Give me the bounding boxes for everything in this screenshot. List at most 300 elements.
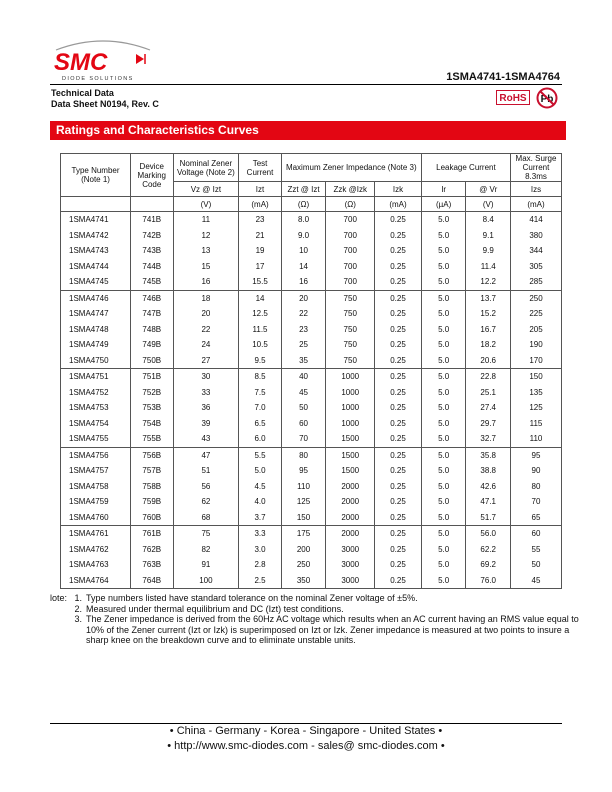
logo-subtext: DIODE SOLUTIONS xyxy=(62,76,134,82)
table-cell: 47.1 xyxy=(466,494,511,510)
table-cell: 5.0 xyxy=(239,463,281,479)
table-cell: 700 xyxy=(326,228,375,244)
table-cell: 65 xyxy=(511,510,562,526)
table-cell: 11.4 xyxy=(466,259,511,275)
header-leakage-current: Leakage Current xyxy=(421,154,510,182)
table-cell: 12 xyxy=(173,228,239,244)
table-cell: 200 xyxy=(281,542,326,558)
table-cell: 100 xyxy=(173,573,239,589)
table-row xyxy=(61,431,562,447)
table-cell: 0.25 xyxy=(375,526,422,542)
table-cell: 700 xyxy=(326,259,375,275)
subheader-cell: Ir xyxy=(421,182,466,197)
unit-cell: (mA) xyxy=(511,197,562,212)
table-cell: 1SMA4764 xyxy=(61,573,131,589)
table-cell: 758B xyxy=(131,479,173,495)
table-cell: 42.6 xyxy=(466,479,511,495)
header-zener-voltage: Nominal Zener Voltage (Note 2) xyxy=(173,154,239,182)
table-cell: 1SMA4756 xyxy=(61,447,131,463)
table-cell: 70 xyxy=(511,494,562,510)
table-cell: 20.6 xyxy=(466,353,511,369)
note-text: Measured under thermal equilibrium and DC (Izt) test conditions. xyxy=(86,603,344,614)
table-cell: 763B xyxy=(131,557,173,573)
table-row xyxy=(61,243,562,259)
pb-free-icon xyxy=(536,87,558,109)
table-cell: 80 xyxy=(281,447,326,463)
table-row xyxy=(61,322,562,338)
table-cell: 27.4 xyxy=(466,400,511,416)
table-cell: 91 xyxy=(173,557,239,573)
table-cell: 1500 xyxy=(326,447,375,463)
table-cell: 250 xyxy=(511,290,562,306)
table-cell: 50 xyxy=(511,557,562,573)
table-cell: 10 xyxy=(281,243,326,259)
table-cell: 40 xyxy=(281,369,326,385)
table-cell: 0.25 xyxy=(375,510,422,526)
table-row xyxy=(61,212,562,228)
table-cell: 250 xyxy=(281,557,326,573)
table-cell: 3000 xyxy=(326,573,375,589)
table-cell: 22 xyxy=(281,306,326,322)
table-row xyxy=(61,353,562,369)
table-cell: 1SMA4754 xyxy=(61,416,131,432)
table-cell: 764B xyxy=(131,573,173,589)
table-cell: 8.4 xyxy=(466,212,511,228)
table-cell: 0.25 xyxy=(375,353,422,369)
notes-label: lote: xyxy=(50,593,68,603)
table-row xyxy=(61,510,562,526)
table-cell: 748B xyxy=(131,322,173,338)
table-cell: 170 xyxy=(511,353,562,369)
table-cell: 13.7 xyxy=(466,290,511,306)
table-cell: 18 xyxy=(173,290,239,306)
table-cell: 4.5 xyxy=(239,479,281,495)
subheader-cell: Izs xyxy=(511,182,562,197)
table-cell: 380 xyxy=(511,228,562,244)
table-cell: 39 xyxy=(173,416,239,432)
table-cell: 5.0 xyxy=(421,416,466,432)
table-cell: 0.25 xyxy=(375,573,422,589)
table-cell: 45 xyxy=(281,385,326,401)
table-cell: 1SMA4749 xyxy=(61,337,131,353)
table-cell: 7.5 xyxy=(239,385,281,401)
subheader-cell: Vz @ Izt xyxy=(173,182,239,197)
table-cell: 753B xyxy=(131,400,173,416)
table-cell: 16.7 xyxy=(466,322,511,338)
table-cell: 755B xyxy=(131,431,173,447)
table-row xyxy=(61,290,562,306)
table-cell: 2000 xyxy=(326,526,375,542)
table-cell: 38.8 xyxy=(466,463,511,479)
table-cell: 2000 xyxy=(326,494,375,510)
table-cell: 746B xyxy=(131,290,173,306)
table-cell: 1SMA4748 xyxy=(61,322,131,338)
table-cell: 115 xyxy=(511,416,562,432)
table-cell: 75 xyxy=(173,526,239,542)
document-info xyxy=(51,88,159,110)
note-row xyxy=(50,604,590,615)
table-cell: 1000 xyxy=(326,400,375,416)
table-cell: 0.25 xyxy=(375,337,422,353)
table-cell: 23 xyxy=(239,212,281,228)
table-cell: 14 xyxy=(281,259,326,275)
table-cell: 80 xyxy=(511,479,562,495)
table-cell: 1SMA4761 xyxy=(61,526,131,542)
table-cell: 0.25 xyxy=(375,385,422,401)
table-cell: 751B xyxy=(131,369,173,385)
note-number: 2. xyxy=(74,603,82,614)
unit-cell: (mA) xyxy=(375,197,422,212)
table-cell: 5.0 xyxy=(421,243,466,259)
smc-logo xyxy=(48,34,158,82)
table-cell: 2000 xyxy=(326,510,375,526)
table-cell: 5.0 xyxy=(421,542,466,558)
table-cell: 5.0 xyxy=(421,526,466,542)
table-cell: 0.25 xyxy=(375,463,422,479)
table-cell: 76.0 xyxy=(466,573,511,589)
subheader-cell: Zzk @Izk xyxy=(326,182,375,197)
diode-icon xyxy=(136,54,145,64)
table-cell: 14 xyxy=(239,290,281,306)
table-cell: 0.25 xyxy=(375,274,422,290)
header-type-number: Type Number (Note 1) xyxy=(61,154,131,197)
table-cell: 25 xyxy=(281,337,326,353)
table-cell: 16 xyxy=(281,274,326,290)
table-cell: 9.5 xyxy=(239,353,281,369)
table-row xyxy=(61,228,562,244)
table-cell: 29.7 xyxy=(466,416,511,432)
table-cell: 1SMA4745 xyxy=(61,274,131,290)
table-cell: 90 xyxy=(511,463,562,479)
table-cell: 344 xyxy=(511,243,562,259)
footer-locations: • China - Germany - Korea - Singapore - United States • xyxy=(169,725,443,737)
table-cell: 0.25 xyxy=(375,431,422,447)
logo-text: SMC xyxy=(54,49,108,76)
table-cell: 21 xyxy=(239,228,281,244)
unit-cell: (µA) xyxy=(421,197,466,212)
table-cell: 700 xyxy=(326,212,375,228)
table-cell: 0.25 xyxy=(375,290,422,306)
table-cell: 5.0 xyxy=(421,573,466,589)
note-number: 1. xyxy=(74,593,82,603)
table-cell: 750B xyxy=(131,353,173,369)
table-cell: 11.5 xyxy=(239,322,281,338)
table-cell: 56.0 xyxy=(466,526,511,542)
subheader-cell: @ Vr xyxy=(466,182,511,197)
table-cell: 19 xyxy=(239,243,281,259)
table-body xyxy=(61,212,562,589)
table-cell: 125 xyxy=(281,494,326,510)
table-cell: 1SMA4755 xyxy=(61,431,131,447)
table-cell: 0.25 xyxy=(375,447,422,463)
table-cell: 1000 xyxy=(326,416,375,432)
table-row xyxy=(61,479,562,495)
table-cell: 9.0 xyxy=(281,228,326,244)
table-row xyxy=(61,557,562,573)
table-cell: 742B xyxy=(131,228,173,244)
table-row xyxy=(61,447,562,463)
table-cell: 5.0 xyxy=(421,557,466,573)
table-cell: 5.0 xyxy=(421,322,466,338)
table-cell: 744B xyxy=(131,259,173,275)
table-cell: 56 xyxy=(173,479,239,495)
table-cell: 1SMA4763 xyxy=(61,557,131,573)
table-cell: 51 xyxy=(173,463,239,479)
table-cell: 5.0 xyxy=(421,369,466,385)
table-cell: 2.5 xyxy=(239,573,281,589)
note-number: 3. xyxy=(74,614,82,624)
table-cell: 18.2 xyxy=(466,337,511,353)
section-banner: Ratings and Characteristics Curves xyxy=(50,121,566,140)
rohs-badge: RoHS xyxy=(496,90,530,105)
table-cell: 8.5 xyxy=(239,369,281,385)
table-cell: 62 xyxy=(173,494,239,510)
table-cell: 1SMA4758 xyxy=(61,479,131,495)
table-cell: 0.25 xyxy=(375,494,422,510)
table-cell: 5.0 xyxy=(421,259,466,275)
subheader-cell: Izt xyxy=(239,182,281,197)
ratings-table xyxy=(60,153,562,589)
table-cell: 22.8 xyxy=(466,369,511,385)
table-row xyxy=(61,494,562,510)
unit-cell: (V) xyxy=(173,197,239,212)
table-cell: 5.0 xyxy=(421,212,466,228)
table-cell: 747B xyxy=(131,306,173,322)
table-cell: 5.0 xyxy=(421,228,466,244)
table-row xyxy=(61,542,562,558)
table-cell: 23 xyxy=(281,322,326,338)
table-cell: 175 xyxy=(281,526,326,542)
table-row xyxy=(61,400,562,416)
table-cell: 5.0 xyxy=(421,274,466,290)
table-cell: 3.3 xyxy=(239,526,281,542)
table-cell: 2.8 xyxy=(239,557,281,573)
table-cell: 5.0 xyxy=(421,337,466,353)
table-cell: 0.25 xyxy=(375,228,422,244)
table-cell: 0.25 xyxy=(375,243,422,259)
table-cell: 754B xyxy=(131,416,173,432)
table-row xyxy=(61,573,562,589)
subheader-cell: Izk xyxy=(375,182,422,197)
datasheet-label: Data Sheet N0194, Rev. C xyxy=(51,99,159,109)
table-cell: 17 xyxy=(239,259,281,275)
table-row xyxy=(61,337,562,353)
table-cell: 60 xyxy=(281,416,326,432)
table-cell: 5.0 xyxy=(421,479,466,495)
table-cell: 33 xyxy=(173,385,239,401)
table-cell: 95 xyxy=(281,463,326,479)
table-cell: 0.25 xyxy=(375,212,422,228)
table-cell: 750 xyxy=(326,353,375,369)
table-row xyxy=(61,385,562,401)
table-cell: 110 xyxy=(281,479,326,495)
table-cell: 5.0 xyxy=(421,385,466,401)
table-cell: 0.25 xyxy=(375,306,422,322)
table-cell: 741B xyxy=(131,212,173,228)
table-row xyxy=(61,416,562,432)
subheader-cell: Zzt @ Izt xyxy=(281,182,326,197)
table-cell: 32.7 xyxy=(466,431,511,447)
table-row xyxy=(61,463,562,479)
table-cell: 756B xyxy=(131,447,173,463)
table-cell: 15.5 xyxy=(239,274,281,290)
table-cell: 35 xyxy=(281,353,326,369)
table-cell: 749B xyxy=(131,337,173,353)
table-row xyxy=(61,274,562,290)
table-cell: 1500 xyxy=(326,463,375,479)
table-cell: 1SMA4752 xyxy=(61,385,131,401)
footer-divider xyxy=(50,723,562,724)
table-cell: 5.0 xyxy=(421,510,466,526)
table-cell: 6.5 xyxy=(239,416,281,432)
table-cell: 82 xyxy=(173,542,239,558)
table-cell: 3000 xyxy=(326,542,375,558)
table-cell: 1SMA4753 xyxy=(61,400,131,416)
unit-cell: (Ω) xyxy=(281,197,326,212)
unit-cell: (V) xyxy=(466,197,511,212)
table-cell: 0.25 xyxy=(375,479,422,495)
table-cell: 414 xyxy=(511,212,562,228)
table-cell: 70 xyxy=(281,431,326,447)
table-cell: 285 xyxy=(511,274,562,290)
table-cell: 3000 xyxy=(326,557,375,573)
note-row xyxy=(50,593,590,604)
table-cell: 759B xyxy=(131,494,173,510)
table-cell: 6.0 xyxy=(239,431,281,447)
note-row xyxy=(50,614,590,646)
note-text: Type numbers listed have standard tolerance on the nominal Zener voltage of ±5%. xyxy=(86,593,418,603)
table-cell: 62.2 xyxy=(466,542,511,558)
table-cell: 36 xyxy=(173,400,239,416)
table-cell: 27 xyxy=(173,353,239,369)
table-cell: 3.7 xyxy=(239,510,281,526)
table-cell: 0.25 xyxy=(375,542,422,558)
table-cell: 750 xyxy=(326,306,375,322)
table-cell: 51.7 xyxy=(466,510,511,526)
table-cell: 1SMA4742 xyxy=(61,228,131,244)
table-cell: 8.0 xyxy=(281,212,326,228)
table-cell: 24 xyxy=(173,337,239,353)
table-cell: 350 xyxy=(281,573,326,589)
table-cell: 12.5 xyxy=(239,306,281,322)
table-cell: 47 xyxy=(173,447,239,463)
table-cell: 5.0 xyxy=(421,463,466,479)
tech-data-label: Technical Data xyxy=(51,88,114,98)
table-cell: 1SMA4759 xyxy=(61,494,131,510)
table-cell: 1SMA4743 xyxy=(61,243,131,259)
table-cell: 9.9 xyxy=(466,243,511,259)
table-cell: 752B xyxy=(131,385,173,401)
note-text: The Zener impedance is derived from the 60Hz AC voltage which results when an AC current having an RMS value equal to 10% of the Zener current (Izt or Izk) is superimposed on Izt or Izk. Zener impedance is measured at two points to insure a sharp knee on the breakdown curve and to eliminate unstable units. xyxy=(86,614,579,645)
table-cell: 225 xyxy=(511,306,562,322)
table-cell: 45 xyxy=(511,573,562,589)
table-cell: 0.25 xyxy=(375,400,422,416)
table-cell: 9.1 xyxy=(466,228,511,244)
part-range: 1SMA4741-1SMA4764 xyxy=(446,71,560,83)
table-cell: 762B xyxy=(131,542,173,558)
table-cell: 1SMA4762 xyxy=(61,542,131,558)
unit-cell: (mA) xyxy=(239,197,281,212)
unit-cell: (Ω) xyxy=(326,197,375,212)
header-test-current: Test Current xyxy=(239,154,281,182)
table-cell: 1SMA4757 xyxy=(61,463,131,479)
table-cell: 1SMA4746 xyxy=(61,290,131,306)
table-cell: 1500 xyxy=(326,431,375,447)
table-cell: 5.0 xyxy=(421,353,466,369)
header-zener-impedance: Maximum Zener Impedance (Note 3) xyxy=(281,154,421,182)
table-cell: 55 xyxy=(511,542,562,558)
table-cell: 0.25 xyxy=(375,369,422,385)
table-cell: 1SMA4741 xyxy=(61,212,131,228)
table-cell: 150 xyxy=(281,510,326,526)
table-cell: 7.0 xyxy=(239,400,281,416)
table-cell: 110 xyxy=(511,431,562,447)
table-cell: 22 xyxy=(173,322,239,338)
table-cell: 1000 xyxy=(326,369,375,385)
table-cell: 20 xyxy=(173,306,239,322)
table-cell: 30 xyxy=(173,369,239,385)
table-cell: 5.0 xyxy=(421,400,466,416)
table-cell: 2000 xyxy=(326,479,375,495)
table-cell: 700 xyxy=(326,243,375,259)
table-cell: 135 xyxy=(511,385,562,401)
table-cell: 150 xyxy=(511,369,562,385)
table-cell: 1SMA4744 xyxy=(61,259,131,275)
notes-section xyxy=(50,593,590,646)
table-cell: 20 xyxy=(281,290,326,306)
table-cell: 5.0 xyxy=(421,494,466,510)
table-cell: 50 xyxy=(281,400,326,416)
table-cell: 3.0 xyxy=(239,542,281,558)
table-row xyxy=(61,526,562,542)
table-cell: 1000 xyxy=(326,385,375,401)
footer-contact: • http://www.smc-diodes.com - sales@ smc-diodes.com • xyxy=(167,740,445,752)
table-cell: 25.1 xyxy=(466,385,511,401)
header-marking-code: Device Marking Code xyxy=(131,154,173,197)
table-cell: 125 xyxy=(511,400,562,416)
table-cell: 1SMA4751 xyxy=(61,369,131,385)
table-cell: 43 xyxy=(173,431,239,447)
header-divider xyxy=(50,84,562,85)
table-cell: 745B xyxy=(131,274,173,290)
table-cell: 5.0 xyxy=(421,431,466,447)
table-cell: 750 xyxy=(326,290,375,306)
table-cell: 5.5 xyxy=(239,447,281,463)
table-cell: 1SMA4760 xyxy=(61,510,131,526)
table-cell: 761B xyxy=(131,526,173,542)
table-cell: 15 xyxy=(173,259,239,275)
table-cell: 0.25 xyxy=(375,416,422,432)
pb-label: Pb xyxy=(540,94,554,105)
table-cell: 0.25 xyxy=(375,259,422,275)
table-cell: 205 xyxy=(511,322,562,338)
table-cell: 757B xyxy=(131,463,173,479)
table-cell: 190 xyxy=(511,337,562,353)
table-cell: 69.2 xyxy=(466,557,511,573)
table-cell: 750 xyxy=(326,322,375,338)
table-cell: 10.5 xyxy=(239,337,281,353)
table-cell: 11 xyxy=(173,212,239,228)
units-empty-cell xyxy=(61,197,131,212)
table-cell: 700 xyxy=(326,274,375,290)
table-cell: 5.0 xyxy=(421,306,466,322)
table-cell: 16 xyxy=(173,274,239,290)
table-cell: 305 xyxy=(511,259,562,275)
table-cell: 95 xyxy=(511,447,562,463)
table-cell: 4.0 xyxy=(239,494,281,510)
table-cell: 5.0 xyxy=(421,447,466,463)
table-cell: 760B xyxy=(131,510,173,526)
